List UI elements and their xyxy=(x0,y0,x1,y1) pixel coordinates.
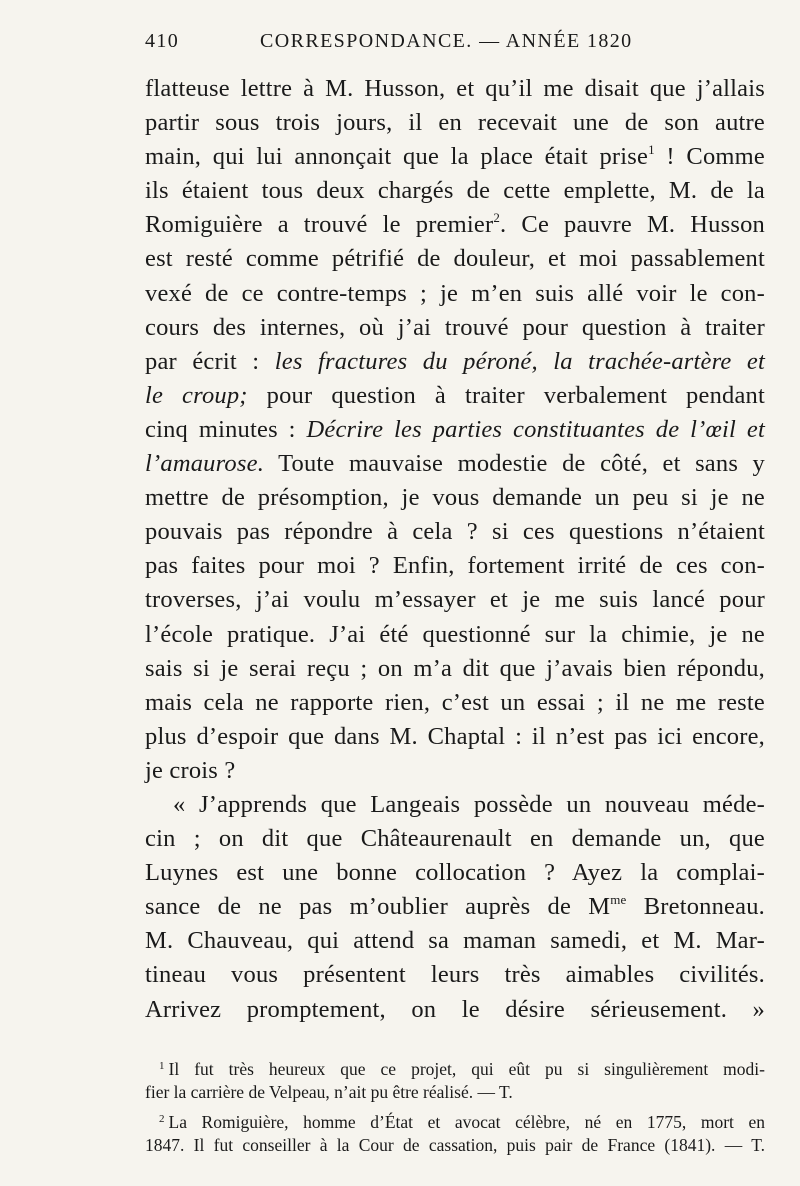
text-line: M. Chauveau, qui attend sa maman samedi, et M. Mar- xyxy=(145,927,765,955)
text-line: pas faites pour moi ? Enfin, fortement irrité de ces con- xyxy=(145,552,765,580)
text-line xyxy=(145,208,765,242)
text-line xyxy=(145,447,765,481)
footnote-line: fier la carrière de Velpeau, n’ait pu être réalisé. — T. xyxy=(145,1081,513,1102)
text-line: Arrivez promptement, on le désire sérieusement. » xyxy=(145,995,765,1023)
footnote-line xyxy=(145,1058,765,1081)
text-line: ils étaient tous deux chargés de cette emplette, M. de la xyxy=(145,177,765,205)
footnotes xyxy=(145,1058,765,1164)
text-span: sance de ne pas m’oublier auprès de M xyxy=(145,893,611,921)
text-span: pour question à traiter verbalement pendant xyxy=(247,381,766,409)
italic-span: les fractures du péroné, la trachée-artère et xyxy=(274,347,765,375)
text-line: mais cela ne rapporte rien, c’est un essai ; il ne me reste xyxy=(145,688,765,716)
text-line: pouvais pas répondre à cela ? si ces questions n’étaient xyxy=(145,518,765,546)
footnote-line xyxy=(145,1111,765,1134)
text-line xyxy=(145,345,765,379)
text-span: main, qui lui annonçait que la place était prise xyxy=(145,143,649,171)
footnote-ref-1: 1 xyxy=(648,142,655,158)
text-span: Bretonneau. xyxy=(626,893,765,921)
text-line: partir sous trois jours, il en recevait une de son autre xyxy=(145,109,765,137)
text-line xyxy=(145,379,765,413)
text-line: je crois ? xyxy=(145,756,236,784)
text-line: mettre de présomption, je vous demande un peu si je ne xyxy=(145,484,765,512)
text-line: l’école pratique. J’ai été questionné sur la chimie, je ne xyxy=(145,620,765,648)
page-header xyxy=(145,30,765,60)
text-line: sais si je serai reçu ; on m’a dit que j’avais bien répondu, xyxy=(145,654,765,682)
text-line xyxy=(145,140,765,174)
footnote-ref-2: 2 xyxy=(493,210,501,226)
main-text xyxy=(145,72,765,1027)
page-number: 410 xyxy=(145,30,180,52)
footnote-text: La Romiguière, homme d’État et avocat célèbre, né en 1775, mort en xyxy=(168,1112,765,1132)
footnote-text: Il fut très heureux que ce projet, qui eût pu si singulièrement modi- xyxy=(168,1059,765,1079)
footnote-2 xyxy=(145,1111,765,1156)
italic-span: le croup; xyxy=(145,381,248,409)
text-span: Toute mauvaise modestie de côté, et sans y xyxy=(264,450,765,478)
text-line: plus d’espoir que dans M. Chaptal : il n’est pas ici encore, xyxy=(145,722,765,750)
text-span: cinq minutes : xyxy=(145,415,307,443)
running-title: CORRESPONDANCE. — ANNÉE 1820 xyxy=(260,30,633,52)
text-line: flatteuse lettre à M. Husson, et qu’il me disait que j’allais xyxy=(145,75,765,102)
text-line: cin ; on dit que Châteaurenault en demande un, que xyxy=(145,825,765,853)
text-line xyxy=(145,413,765,447)
text-line: « J’apprends que Langeais possède un nouveau méde- xyxy=(173,790,765,818)
footnote-mark: 2 xyxy=(159,1113,165,1125)
text-line: tineau vous présentent leurs très aimables civilités. xyxy=(145,961,765,989)
text-line: vexé de ce contre-temps ; je m’en suis allé voir le con- xyxy=(145,279,765,307)
text-span: Romiguière a trouvé le premier xyxy=(145,211,494,239)
footnote-line: 1847. Il fut conseiller à la Cour de cassation, puis pair de France (1841). — T. xyxy=(145,1134,765,1155)
text-span: . Ce pauvre M. Husson xyxy=(500,211,766,239)
italic-span: l’amaurose. xyxy=(145,450,265,478)
text-span: ! Comme xyxy=(654,143,765,171)
text-span: par écrit : xyxy=(145,347,275,375)
superscript-me: me xyxy=(610,892,627,908)
footnote-1 xyxy=(145,1058,765,1103)
text-line: cours des internes, où j’ai trouvé pour question à traiter xyxy=(145,313,765,341)
text-line xyxy=(145,890,765,924)
italic-span: Décrire les parties constituantes de l’œil et xyxy=(306,415,765,443)
text-line: troverses, j’ai voulu m’essayer et je me suis lancé pour xyxy=(145,586,765,614)
footnote-mark: 1 xyxy=(159,1060,165,1072)
text-line: est resté comme pétrifié de douleur, et moi passablement xyxy=(145,245,765,273)
text-line: Luynes est une bonne collocation ? Ayez la complai- xyxy=(145,859,765,887)
